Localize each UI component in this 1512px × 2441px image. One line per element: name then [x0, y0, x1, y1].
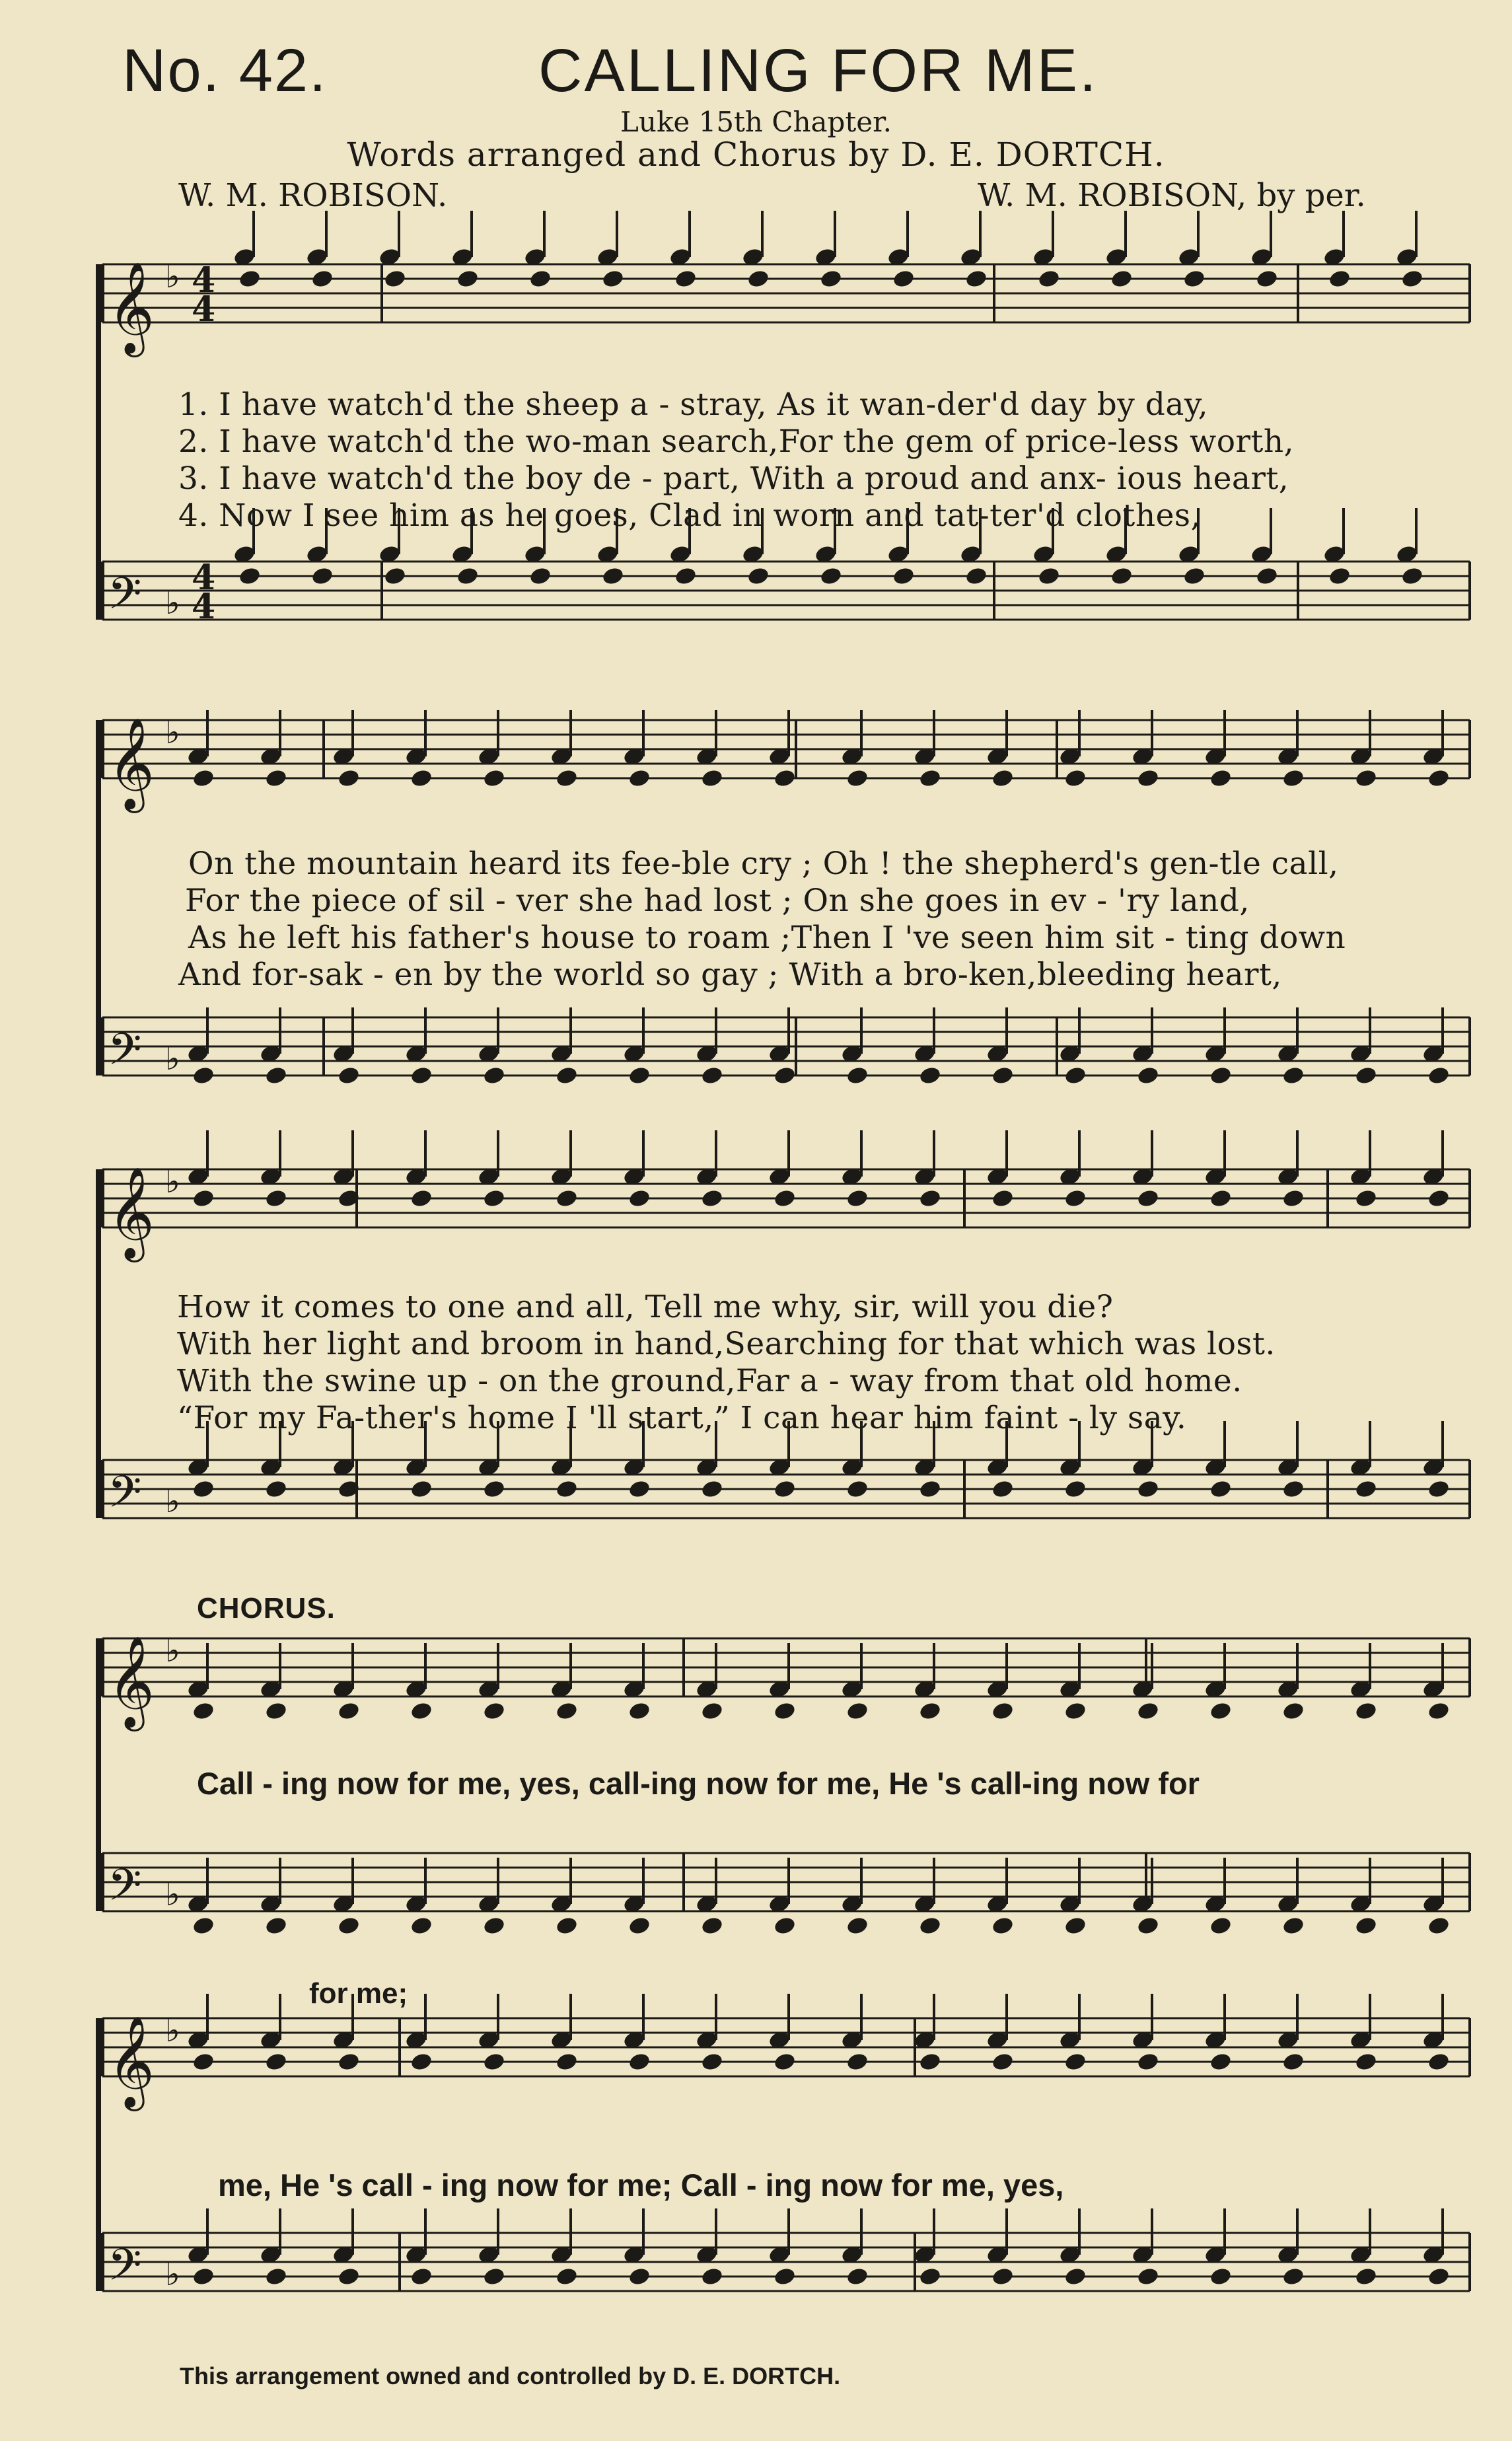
- notehead: [528, 566, 552, 587]
- notehead: [264, 1916, 288, 1936]
- notehead: [482, 2052, 506, 2072]
- notehead: [337, 2052, 361, 2072]
- notehead: [555, 768, 579, 789]
- clef-icon: 𝄢: [108, 1860, 142, 1921]
- notehead: [1328, 269, 1351, 289]
- clef-icon: 𝄢: [108, 1024, 142, 1085]
- verse-line-4: And for-sak - en by the world so gay ; With a bro-ken,bleeding heart,: [178, 957, 1282, 993]
- notehead: [700, 2052, 724, 2072]
- notehead: [383, 566, 407, 587]
- notehead: [1110, 269, 1134, 289]
- chorus-bass-lyric: for me;: [309, 1977, 408, 2010]
- notehead: [192, 1188, 215, 1209]
- clef-icon: 𝄞: [108, 1636, 155, 1728]
- notehead: [1354, 1188, 1378, 1209]
- notehead: [1354, 2052, 1378, 2072]
- notehead: [991, 1916, 1015, 1936]
- notehead: [410, 2267, 433, 2287]
- notehead: [1427, 768, 1451, 789]
- notehead: [264, 1066, 288, 1086]
- notehead: [1209, 1479, 1233, 1500]
- notehead: [410, 1916, 433, 1936]
- notehead: [1209, 2052, 1233, 2072]
- notehead: [1281, 2052, 1305, 2072]
- notehead: [1063, 1479, 1087, 1500]
- notehead: [1281, 2267, 1305, 2287]
- notehead: [337, 2267, 361, 2287]
- words-author: W. M. ROBISON.: [178, 177, 448, 214]
- notehead: [482, 2267, 506, 2287]
- notehead: [310, 269, 334, 289]
- notehead: [1281, 768, 1305, 789]
- notehead: [1427, 2267, 1451, 2287]
- notehead: [1354, 768, 1378, 789]
- flat-icon: ♭: [165, 1040, 180, 1078]
- notehead: [264, 1701, 288, 1722]
- time-signature: 4: [192, 586, 216, 627]
- notehead: [310, 566, 334, 587]
- notehead: [192, 2052, 215, 2072]
- notehead: [773, 2267, 797, 2287]
- notehead: [410, 768, 433, 789]
- notehead: [846, 1701, 869, 1722]
- notehead: [1281, 1916, 1305, 1936]
- clef-icon: 𝄞: [108, 1167, 155, 1258]
- notehead: [746, 566, 770, 587]
- notehead: [264, 768, 288, 789]
- notehead: [264, 1479, 288, 1500]
- clef-icon: 𝄞: [108, 262, 155, 353]
- notehead: [1136, 2052, 1160, 2072]
- notehead: [238, 269, 262, 289]
- notehead: [555, 1066, 579, 1086]
- notehead: [1063, 2052, 1087, 2072]
- notehead: [773, 768, 797, 789]
- notehead: [1063, 1701, 1087, 1722]
- notehead: [555, 2267, 579, 2287]
- notehead: [628, 1188, 651, 1209]
- notehead: [555, 1188, 579, 1209]
- notehead: [1110, 566, 1134, 587]
- notehead: [1354, 2267, 1378, 2287]
- notehead: [991, 2267, 1015, 2287]
- notehead: [846, 1188, 869, 1209]
- notehead: [773, 1479, 797, 1500]
- notehead: [1427, 1479, 1451, 1500]
- verse-line-4: 4. Now I see him as he goes, Clad in worn and tat-ter'd clothes,: [178, 497, 1201, 534]
- notehead: [991, 1479, 1015, 1500]
- notehead: [192, 768, 215, 789]
- notehead: [1063, 1066, 1087, 1086]
- notehead: [773, 1701, 797, 1722]
- flat-icon: ♭: [165, 1483, 180, 1521]
- notehead: [700, 1188, 724, 1209]
- verse-line-1: On the mountain heard its fee-ble cry ; Oh ! the shepherd's gen-tle call,: [188, 846, 1339, 882]
- notehead: [1400, 269, 1424, 289]
- notehead: [991, 1188, 1015, 1209]
- notehead: [1281, 1701, 1305, 1722]
- notehead: [1255, 269, 1279, 289]
- notehead: [555, 1479, 579, 1500]
- notehead: [1354, 1916, 1378, 1936]
- hymn-title: CALLING FOR ME.: [538, 37, 1098, 104]
- notehead: [628, 1479, 651, 1500]
- notehead: [1209, 1188, 1233, 1209]
- notehead: [991, 2052, 1015, 2072]
- notehead: [601, 566, 625, 587]
- clef-icon: 𝄞: [108, 717, 155, 809]
- verse-line-3: With the swine up - on the ground,Far a - way from that old home.: [177, 1363, 1242, 1399]
- notehead: [410, 1701, 433, 1722]
- notehead: [892, 269, 916, 289]
- notehead: [482, 1066, 506, 1086]
- notehead: [264, 2267, 288, 2287]
- notehead: [1400, 566, 1424, 587]
- notehead: [918, 1188, 942, 1209]
- notehead: [819, 566, 843, 587]
- notehead: [1136, 768, 1160, 789]
- notehead: [1136, 1479, 1160, 1500]
- notehead: [918, 2267, 942, 2287]
- notehead: [700, 1066, 724, 1086]
- notehead: [555, 1701, 579, 1722]
- notehead: [964, 566, 988, 587]
- notehead: [528, 269, 552, 289]
- notehead: [1063, 2267, 1087, 2287]
- notehead: [700, 1916, 724, 1936]
- notehead: [1209, 1701, 1233, 1722]
- notehead: [773, 2052, 797, 2072]
- notehead: [1427, 1066, 1451, 1086]
- notehead: [1063, 1188, 1087, 1209]
- notehead: [456, 269, 480, 289]
- time-signature: 4: [192, 557, 216, 598]
- notehead: [1281, 1066, 1305, 1086]
- verse-line-2: For the piece of sil - ver she had lost ; On she goes in ev - 'ry land,: [185, 883, 1250, 919]
- verse-line-4: “For my Fa-ther's home I 'll start,” I can hear him faint - ly say.: [177, 1400, 1187, 1436]
- chorus-label: CHORUS.: [197, 1592, 336, 1624]
- flat-icon: ♭: [165, 258, 180, 296]
- arranger-credit: Words arranged and Chorus by D. E. DORTCH.: [347, 135, 1165, 174]
- notehead: [1427, 1916, 1451, 1936]
- hymn-number: No. 42.: [122, 37, 328, 104]
- notehead: [964, 269, 988, 289]
- notehead: [1427, 1701, 1451, 1722]
- flat-icon: ♭: [165, 1163, 180, 1201]
- notehead: [1354, 1701, 1378, 1722]
- notehead: [264, 2052, 288, 2072]
- notehead: [918, 1916, 942, 1936]
- notehead: [482, 1701, 506, 1722]
- notehead: [918, 1479, 942, 1500]
- notehead: [192, 1066, 215, 1086]
- notehead: [918, 768, 942, 789]
- notehead: [1136, 1701, 1160, 1722]
- copyright-footer: This arrangement owned and controlled by D. E. DORTCH.: [180, 2362, 841, 2389]
- notehead: [1063, 768, 1087, 789]
- chorus-lyric-line-2: me, He 's call - ing now for me; Call - ing now for me, yes,: [218, 2168, 1064, 2203]
- notehead: [700, 768, 724, 789]
- notehead: [1427, 2052, 1451, 2072]
- notehead: [482, 1916, 506, 1936]
- verse-line-3: 3. I have watch'd the boy de - part, With a proud and anx- ious heart,: [178, 460, 1289, 497]
- notehead: [1182, 269, 1206, 289]
- notehead: [1209, 1066, 1233, 1086]
- notehead: [264, 1188, 288, 1209]
- notehead: [700, 1479, 724, 1500]
- notehead: [1136, 1916, 1160, 1936]
- notehead: [238, 566, 262, 587]
- notehead: [337, 1066, 361, 1086]
- notehead: [1136, 2267, 1160, 2287]
- notehead: [991, 1701, 1015, 1722]
- time-signature: 4: [192, 260, 216, 301]
- notehead: [482, 1188, 506, 1209]
- notehead: [192, 1916, 215, 1936]
- flat-icon: ♭: [165, 714, 180, 752]
- notehead: [892, 566, 916, 587]
- notehead: [700, 2267, 724, 2287]
- notehead: [746, 269, 770, 289]
- notehead: [1354, 1066, 1378, 1086]
- notehead: [337, 1701, 361, 1722]
- notehead: [1063, 1916, 1087, 1936]
- notehead: [1255, 566, 1279, 587]
- notehead: [628, 1066, 651, 1086]
- notehead: [846, 768, 869, 789]
- notehead: [628, 1701, 651, 1722]
- flat-icon: ♭: [165, 2256, 180, 2294]
- verse-line-3: As he left his father's house to roam ;Then I 've seen him sit - ting down: [188, 920, 1346, 956]
- notehead: [410, 2052, 433, 2072]
- notehead: [1281, 1479, 1305, 1500]
- notehead: [482, 768, 506, 789]
- notehead: [383, 269, 407, 289]
- notehead: [674, 269, 698, 289]
- notehead: [628, 1916, 651, 1936]
- notehead: [410, 1066, 433, 1086]
- notehead: [846, 1479, 869, 1500]
- verse-line-2: With her light and broom in hand,Searching for that which was lost.: [177, 1326, 1276, 1362]
- notehead: [1182, 566, 1206, 587]
- notehead: [846, 1066, 869, 1086]
- notehead: [991, 768, 1015, 789]
- notehead: [918, 1701, 942, 1722]
- verse-line-1: How it comes to one and all, Tell me why, sir, will you die?: [177, 1289, 1114, 1325]
- notehead: [1136, 1066, 1160, 1086]
- clef-icon: 𝄢: [108, 2240, 142, 2301]
- notehead: [337, 1916, 361, 1936]
- notehead: [918, 1066, 942, 1086]
- notehead: [410, 1188, 433, 1209]
- notehead: [1354, 1479, 1378, 1500]
- notehead: [192, 1701, 215, 1722]
- clef-icon: 𝄢: [108, 568, 142, 630]
- notehead: [700, 1701, 724, 1722]
- flat-icon: ♭: [165, 1632, 180, 1670]
- notehead: [1281, 1188, 1305, 1209]
- notehead: [991, 1066, 1015, 1086]
- notehead: [846, 2052, 869, 2072]
- notehead: [456, 566, 480, 587]
- flat-icon: ♭: [165, 1876, 180, 1914]
- chorus-lyric-line-1: Call - ing now for me, yes, call-ing now for me, He 's call-ing now for: [197, 1766, 1200, 1801]
- notehead: [819, 269, 843, 289]
- notehead: [846, 2267, 869, 2287]
- notehead: [674, 566, 698, 587]
- notehead: [1328, 566, 1351, 587]
- notehead: [1209, 768, 1233, 789]
- scripture-reference: Luke 15th Chapter.: [620, 106, 892, 138]
- notehead: [773, 1188, 797, 1209]
- notehead: [555, 1916, 579, 1936]
- notehead: [601, 269, 625, 289]
- notehead: [410, 1479, 433, 1500]
- notehead: [555, 2052, 579, 2072]
- notehead: [628, 2267, 651, 2287]
- notehead: [628, 768, 651, 789]
- notehead: [846, 1916, 869, 1936]
- time-signature: 4: [192, 289, 216, 330]
- notehead: [192, 2267, 215, 2287]
- flat-icon: ♭: [165, 585, 180, 622]
- notehead: [773, 1916, 797, 1936]
- notehead: [1209, 1916, 1233, 1936]
- clef-icon: 𝄞: [108, 2016, 155, 2107]
- notehead: [628, 2052, 651, 2072]
- notehead: [192, 1479, 215, 1500]
- notehead: [482, 1479, 506, 1500]
- clef-icon: 𝄢: [108, 1467, 142, 1528]
- notehead: [1209, 2267, 1233, 2287]
- notehead: [1427, 1188, 1451, 1209]
- notehead: [337, 768, 361, 789]
- verse-line-1: 1. I have watch'd the sheep a - stray, As it wan-der'd day by day,: [178, 386, 1209, 423]
- flat-icon: ♭: [165, 2012, 180, 2050]
- music-author: W. M. ROBISON, by per.: [978, 177, 1366, 214]
- notehead: [1037, 566, 1061, 587]
- notehead: [773, 1066, 797, 1086]
- notehead: [918, 2052, 942, 2072]
- notehead: [1037, 269, 1061, 289]
- notehead: [1136, 1188, 1160, 1209]
- verse-line-2: 2. I have watch'd the wo-man search,For the gem of price-less worth,: [178, 423, 1295, 460]
